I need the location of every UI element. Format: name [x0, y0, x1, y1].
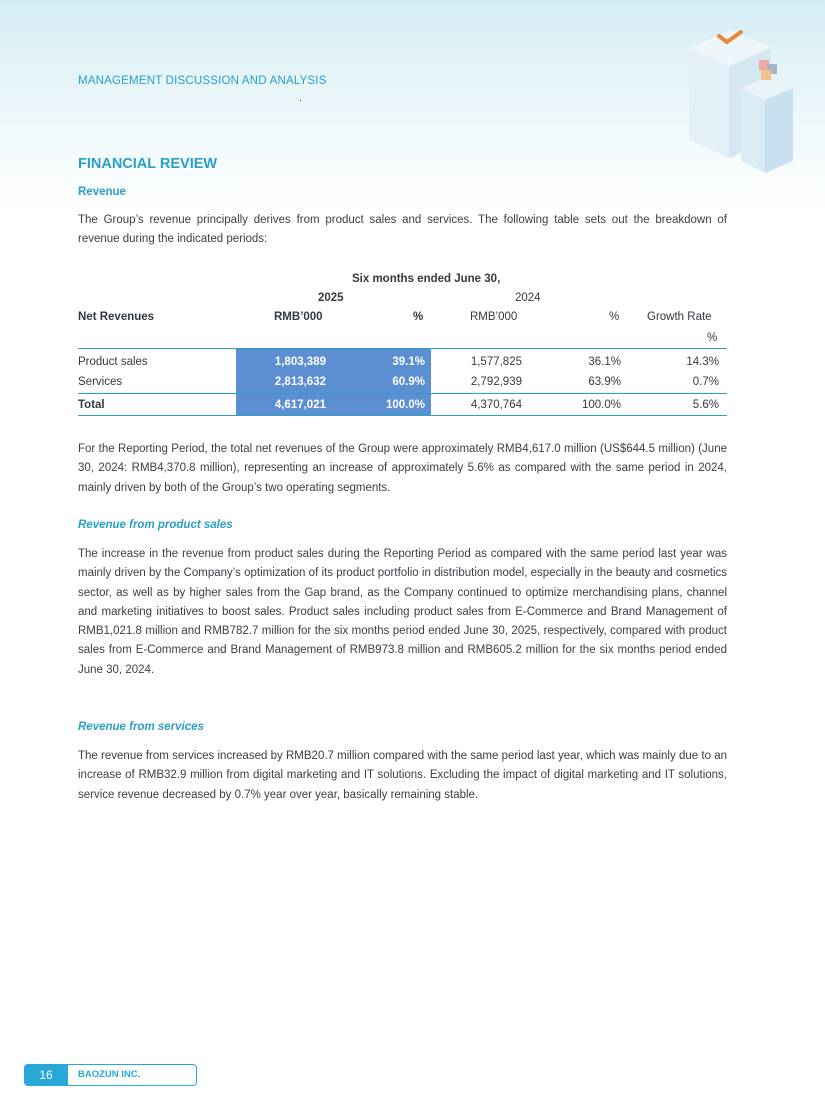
- page-number: 16: [24, 1064, 68, 1086]
- cell-pct-2025: 39.1%: [392, 356, 425, 368]
- table-row-header: Net Revenues: [78, 311, 155, 323]
- cell-rmb-2025: 2,813,632: [274, 376, 326, 388]
- table-year-2024: 2024: [515, 292, 541, 304]
- table-col-growth: Growth Rate: [647, 311, 712, 323]
- page-title: FINANCIAL REVIEW: [78, 156, 218, 172]
- cell-rmb-2025: 4,617,021: [274, 399, 326, 411]
- services-paragraph: The revenue from services increased by RMB20.7 million compared with the same period last year, which was mainly due to an increase of RMB32.9 million from digital marketing and IT solutions. Excluding the impact of digital marketing and IT solutions, service revenue decreased by 0.7% year over year, basically remaining stable.: [78, 750, 727, 801]
- divider-dot: [300, 100, 301, 101]
- table-col-rmb-2024: RMB’000: [470, 311, 518, 323]
- revenue-table: [78, 270, 727, 420]
- table-col-growth-unit: %: [707, 332, 718, 344]
- table-year-2025: 2025: [318, 292, 344, 304]
- cell-growth: 14.3%: [686, 356, 719, 368]
- services-heading: Revenue from services: [78, 721, 204, 733]
- product-sales-heading: Revenue from product sales: [78, 519, 233, 531]
- cell-rmb-2025: 1,803,389: [274, 356, 326, 368]
- cell-pct-2025: 100.0%: [385, 399, 425, 411]
- cell-pct-2024: 36.1%: [588, 356, 621, 368]
- section-header: MANAGEMENT DISCUSSION AND ANALYSIS: [78, 75, 327, 87]
- cell-pct-2024: 100.0%: [581, 399, 621, 411]
- table-period-header: Six months ended June 30,: [352, 273, 501, 285]
- table-col-pct-2024: %: [609, 311, 620, 323]
- table-rule-top: [78, 348, 727, 349]
- footer-company: BAOZUN INC.: [68, 1064, 197, 1086]
- table-col-pct-2025: %: [413, 311, 424, 323]
- row-label: Total: [78, 399, 105, 411]
- row-label: Product sales: [78, 356, 148, 368]
- table-rule-bottom: [78, 415, 727, 416]
- cell-rmb-2024: 4,370,764: [470, 399, 522, 411]
- cell-pct-2024: 63.9%: [588, 376, 621, 388]
- reporting-period-paragraph: For the Reporting Period, the total net revenues of the Group were approximately RMB4,617.0 million (US$644.5 million) (June 30, 2024: RMB4,370.8 million), representing an increase of approximately 5.6% as compared with the same period in 2024, mainly driven by both of the Group’s two operating segments.: [78, 443, 727, 494]
- table-rule-mid: [78, 393, 727, 394]
- cell-pct-2025: 60.9%: [392, 376, 425, 388]
- cell-growth: 5.6%: [692, 399, 719, 411]
- cell-rmb-2024: 2,792,939: [470, 376, 522, 388]
- cell-growth: 0.7%: [692, 376, 719, 388]
- cell-rmb-2024: 1,577,825: [470, 356, 522, 368]
- product-sales-paragraph: The increase in the revenue from product sales during the Reporting Period as compared with the same period last year was mainly driven by the Company’s optimization of its product portfolio in distribution model, especially in the beauty and cosmetics sector, as well as by higher sales from the Gap brand, as the Company continued to optimize merchandising plans, channel and marketing initiatives to boost sales. Product sales including product sales from E-Commerce and Brand Management of RMB1,021.8 million and RMB782.7 million for the six months period ended June 30, 2025, respectively, compared with product sales from E-Commerce and Brand Management of RMB973.8 million and RMB605.2 million for the six months period ended June 30, 2024.: [78, 548, 727, 676]
- intro-paragraph: The Group’s revenue principally derives from product sales and services. The following table sets out the breakdown of revenue during the indicated periods:: [78, 214, 727, 246]
- building-illustration-icon: [681, 8, 801, 178]
- revenue-heading: Revenue: [78, 186, 126, 198]
- row-label: Services: [78, 376, 123, 388]
- table-col-rmb-2025: RMB’000: [274, 311, 323, 323]
